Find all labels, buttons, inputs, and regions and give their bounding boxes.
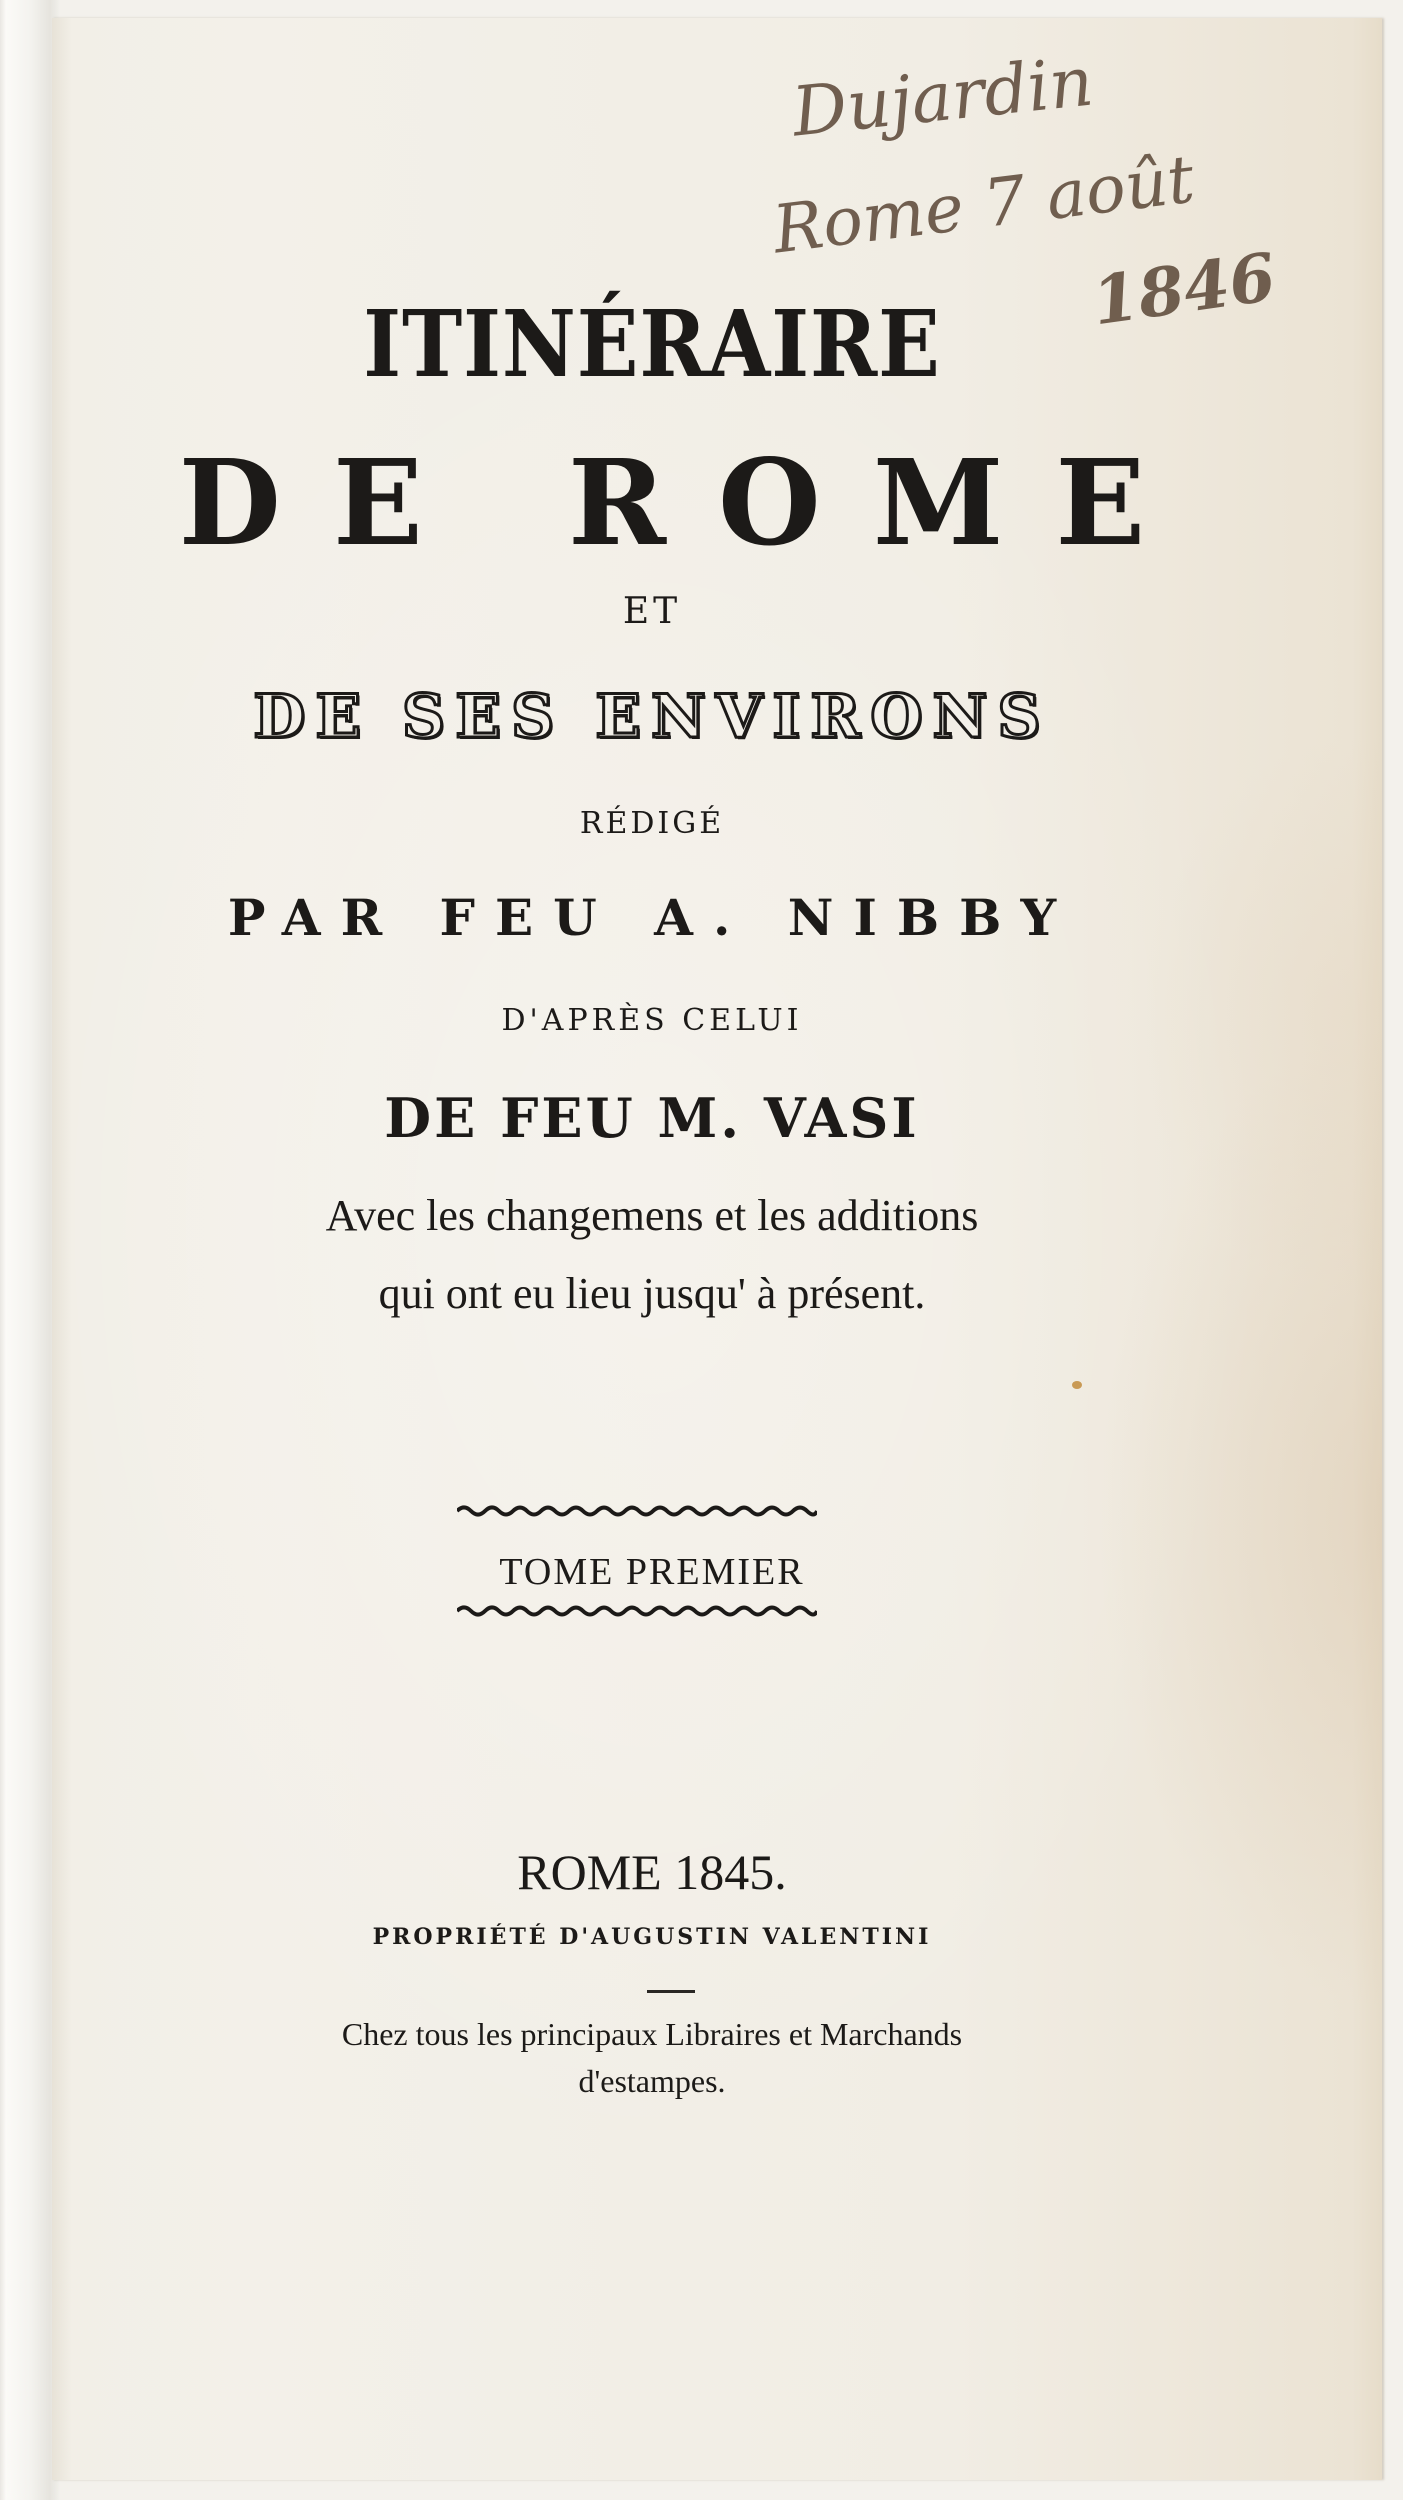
imprint-divider [647, 1990, 695, 1993]
title-page [52, 18, 1382, 2480]
redige-label: RÉDIGÉ [579, 806, 725, 841]
title-itineraire: ITINÉRAIRE [363, 290, 941, 398]
edition-note-line1: Avec les changemens et les additions [325, 1191, 979, 1240]
dapres-label: D'APRÈS CELUI [501, 1003, 803, 1038]
imprint-place-year: ROME 1845. [517, 1844, 787, 1900]
volume-label: TOME PREMIER [499, 1551, 805, 1593]
title-de-ses-environs: DE SES ENVIRONS [253, 682, 1051, 752]
title-de-rome: DE ROME [178, 433, 1198, 572]
original-author-line: DE FEU M. VASI [384, 1086, 920, 1150]
handwritten-inscription-date: Rome 7 août [768, 140, 1199, 269]
imprint-owner: PROPRIÉTÉ D'AUGUSTIN VALENTINI [372, 1924, 932, 1950]
sellers-line2: d'estampes. [578, 2063, 726, 2099]
handwritten-inscription-year: 1846 [1087, 237, 1281, 341]
handwritten-inscription-name: Dujardin [788, 42, 1097, 153]
sellers-line1: Chez tous les principaux Libraires et Marchands [341, 2016, 963, 2052]
ornamental-rule-bottom [457, 1603, 817, 1619]
ornamental-rule-top [457, 1503, 817, 1519]
edition-note-line2: qui ont eu lieu jusqu' à présent. [378, 1269, 926, 1318]
author-line: PAR FEU A. NIBBY [227, 888, 1077, 947]
foxing-spot [1072, 1381, 1082, 1389]
title-et: ET [622, 591, 682, 632]
